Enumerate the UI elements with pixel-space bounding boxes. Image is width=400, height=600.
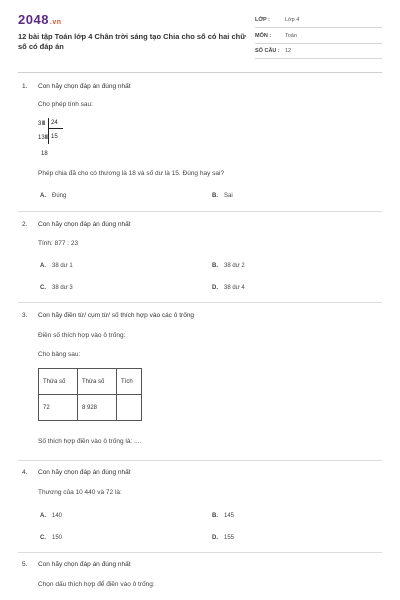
table-header-cell: Tích <box>117 369 142 395</box>
option-c[interactable]: C. 38 dư 3 <box>40 285 73 291</box>
question-number: 5. <box>22 561 28 568</box>
quotient: 15 <box>51 134 58 140</box>
question-divider <box>18 302 382 303</box>
question-divider <box>18 211 382 212</box>
question-statement: Chọn dấu thích hợp để điền vào ô trống: <box>38 581 155 588</box>
option-d[interactable]: D. 155 <box>212 535 235 541</box>
table-row <box>39 395 142 421</box>
partial-remainder: 13Ⅲ <box>38 135 49 141</box>
option-c[interactable]: C. 150 <box>40 535 63 541</box>
division-horizontal-line <box>49 128 63 129</box>
table-header-cell: Thừa số <box>39 369 78 395</box>
table-cell: 8 928 <box>78 395 117 421</box>
question-prompt: Con hãy chọn đáp án đúng nhất <box>38 221 131 228</box>
long-division <box>38 118 68 163</box>
question-number: 1. <box>22 83 28 90</box>
meta-question-count: SỐ CÂU : 12 <box>255 45 382 59</box>
table-cell: 72 <box>39 395 78 421</box>
question-number: 2. <box>22 221 28 228</box>
header <box>0 0 400 72</box>
option-a[interactable]: A. Đúng <box>40 193 67 199</box>
meta-grade: LỚP : Lớp 4 <box>255 14 382 28</box>
option-b[interactable]: B. 145 <box>212 513 235 519</box>
blank-cell[interactable] <box>117 395 142 421</box>
question-divider <box>18 552 382 553</box>
option-a[interactable]: A. 140 <box>40 513 63 519</box>
remainder: 18 <box>41 151 48 157</box>
question-statement: Phép chia đã cho có thương là 18 và số dư là 15. Đúng hay sai? <box>38 170 225 177</box>
question-intro: Cho phép tính sau: <box>38 101 93 108</box>
table-row <box>39 369 142 395</box>
document-title: 12 bài tập Toán lớp 4 Chân trời sáng tạo Chia cho số có hai chữ số có đáp án <box>18 32 246 51</box>
question-prompt: Con hãy chọn đáp án đúng nhất <box>38 469 131 476</box>
header-divider <box>18 72 382 73</box>
meta-subject: MÔN : Toán <box>255 30 382 44</box>
question-number: 4. <box>22 469 28 476</box>
option-d[interactable]: D. 38 dư 4 <box>212 285 245 291</box>
question-number: 3. <box>22 312 28 319</box>
question-statement: Thương của 10 440 và 72 là: <box>38 489 122 496</box>
data-table <box>38 368 142 421</box>
option-b[interactable]: B. 38 dư 2 <box>212 263 245 269</box>
question-intro: Cho bảng sau: <box>38 351 81 358</box>
question-divider <box>18 460 382 461</box>
question-prompt: Con hãy điền từ/ cụm từ/ số thích hợp vào các ô trống <box>38 312 195 319</box>
question-prompt: Con hãy chọn đáp án đúng nhất <box>38 83 131 90</box>
site-logo[interactable]: 2048.vn <box>18 12 62 27</box>
option-b[interactable]: B. Sai <box>212 193 233 199</box>
option-a[interactable]: A. 38 dư 1 <box>40 263 73 269</box>
fill-blank-statement: Số thích hợp điền vào ô trống là: .... <box>38 438 142 445</box>
question-statement: Tính: 877 : 23 <box>38 240 79 247</box>
divisor: 24 <box>51 120 58 126</box>
question-prompt: Con hãy chọn đáp án đúng nhất <box>38 561 131 568</box>
question-instruction: Điền số thích hợp vào ô trống: <box>38 332 126 339</box>
table-header-cell: Thừa số <box>78 369 117 395</box>
dividend: 3Ⅲ <box>38 121 46 127</box>
